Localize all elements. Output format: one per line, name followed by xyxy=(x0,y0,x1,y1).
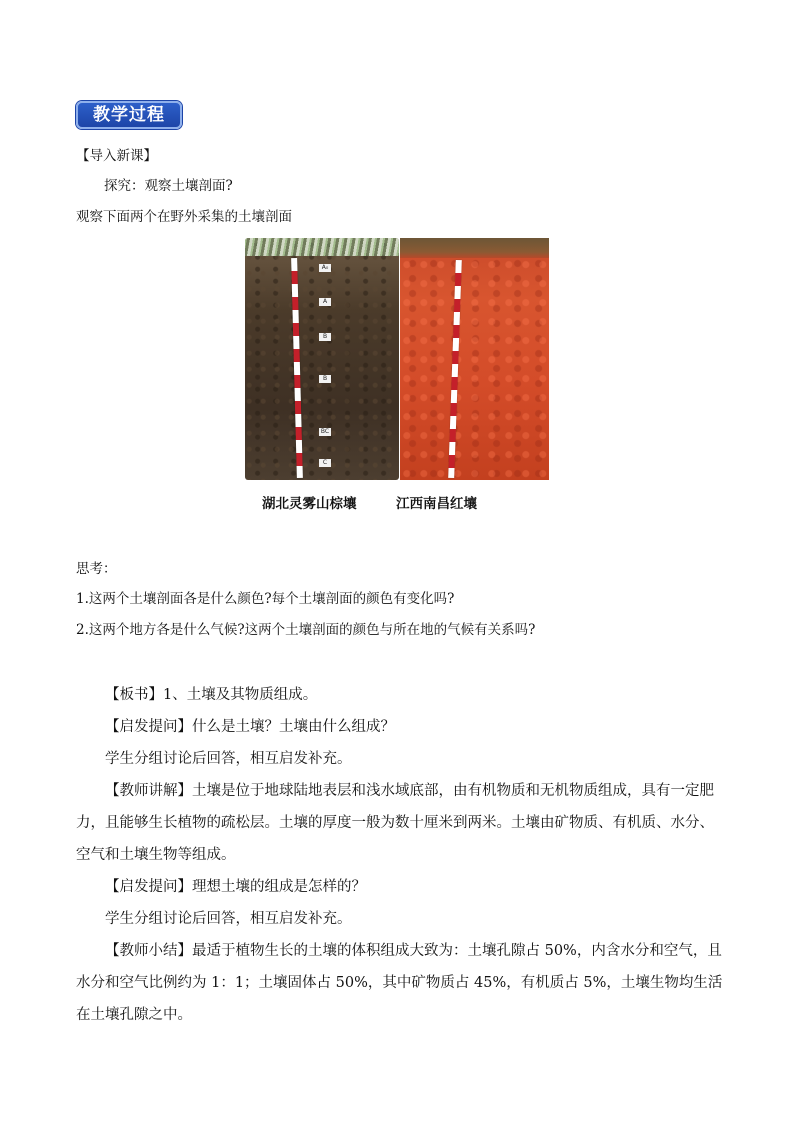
board-note: 【板书】1、土壤及其物质组成。 xyxy=(105,687,318,703)
grass-layer xyxy=(245,238,399,256)
prompt-question-2: 【启发提问】理想土壤的组成是怎样的？ xyxy=(105,879,366,895)
measuring-rod-right xyxy=(448,260,462,478)
discussion-2: 学生分组讨论后回答，相互启发补充。 xyxy=(105,911,352,927)
brown-soil-photo xyxy=(245,238,399,480)
prompt-question-1: 【启发提问】什么是土壤？土壤由什么组成？ xyxy=(105,719,395,735)
right-photo-caption: 江西南昌红壤 xyxy=(396,496,477,512)
observe-line: 观察下面两个在野外采集的土壤剖面 xyxy=(76,209,292,225)
horizon-label: C xyxy=(319,459,331,467)
intro-heading: 【导入新课】 xyxy=(76,148,157,164)
section-badge: 教学过程 xyxy=(76,101,182,129)
explore-line: 探究：观察土壤剖面? xyxy=(104,178,233,194)
teacher-explanation: 【教师讲解】土壤是位于地球陆地表层和浅水域底部，由有机物质和无机物质组成，具有一定肥力，且能够生长植物的疏松层。土壤的厚度一般为数十厘米到两米。土壤由矿物质、有机质、水分、空气和土壤生物等组成。 xyxy=(76,783,714,863)
question-2: 2.这两个地方各是什么气候?这两个土壤剖面的颜色与所在地的气候有关系吗? xyxy=(76,622,536,638)
horizon-label: B xyxy=(319,375,331,383)
soil-profile-figure xyxy=(245,238,549,480)
discussion-1: 学生分组讨论后回答，相互启发补充。 xyxy=(105,751,352,767)
teacher-summary: 【教师小结】最适于植物生长的土壤的体积组成大致为：土壤孔隙占 50%，内含水分和空气，且水分和空气比例约为 1：1；土壤固体占 50%，其中矿物质占 45%，有机质占 5%，土壤生物均生活在土壤孔隙之中。 xyxy=(76,943,723,1023)
horizon-label: B xyxy=(319,333,331,341)
question-1: 1.这两个土壤剖面各是什么颜色?每个土壤剖面的颜色有变化吗? xyxy=(76,591,455,607)
horizon-label: BC xyxy=(320,428,330,435)
measuring-rod-left xyxy=(291,258,303,478)
topsoil-layer xyxy=(400,238,549,258)
think-heading: 思考： xyxy=(76,561,117,577)
left-photo-caption: 湖北灵雾山棕壤 xyxy=(262,496,357,512)
red-soil-photo xyxy=(400,238,549,480)
horizon-label: A₀ xyxy=(319,264,331,272)
horizon-label: A xyxy=(319,298,331,306)
